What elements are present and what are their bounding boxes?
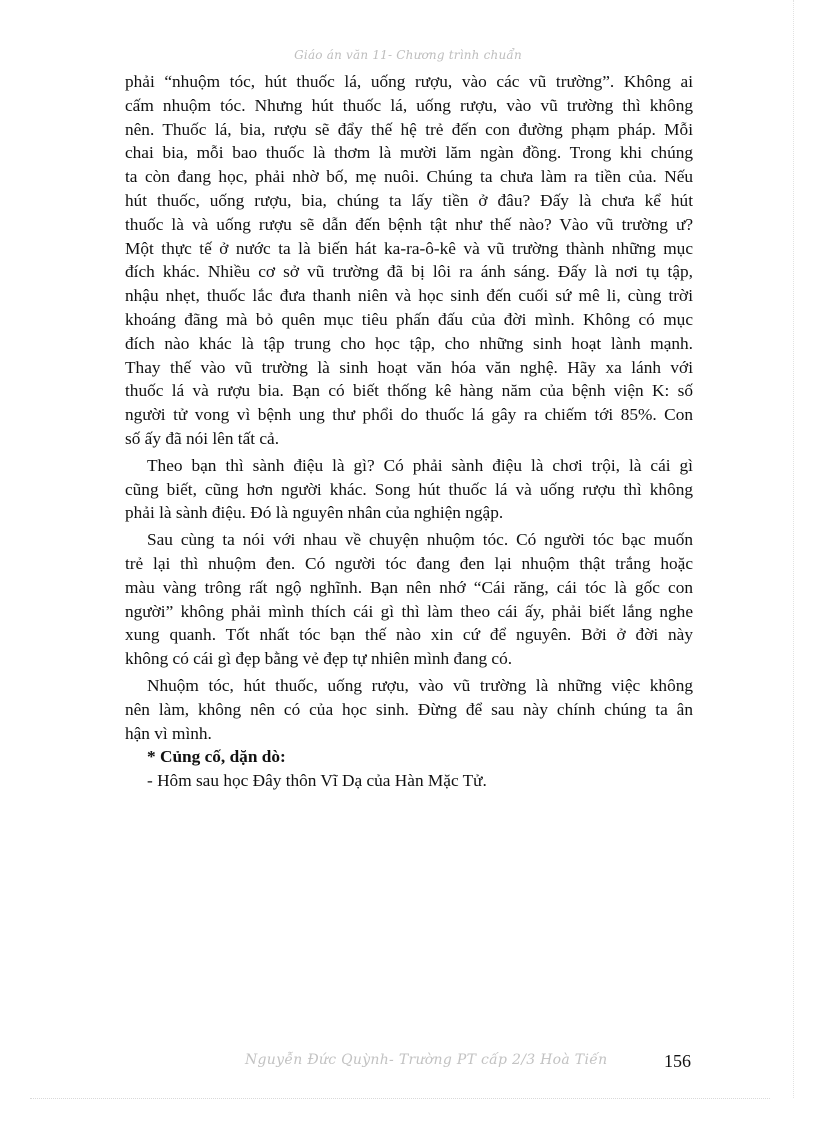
section-heading: * Củng cố, dặn dò: [147,747,286,767]
text-line: trẻ lại thì nhuộm đen. Có người tóc đang đen lại nhuộm thật trắng hoặc [125,553,693,573]
text-line: không có cái gì đẹp bằng vẻ đẹp tự nhiên mình đang có. [125,649,513,669]
text-line: ta còn đang học, phải nhờ bố, mẹ nuôi. Chúng ta chưa làm ra tiền của. Nếu [125,167,693,187]
text-line: Theo bạn thì sành điệu là gì? Có phải sành điệu là chơi trội, là cái gì [147,455,693,475]
text-line: nhậu nhẹt, thuốc lắc đưa thanh niên và học sinh đến cuối sứ mê li, cùng trời [125,286,693,306]
text-line: chai bia, mỗi bao thuốc là thơm là mười lăm ngàn đồng. Trong khi chúng [125,143,693,163]
text-line: Sau cùng ta nói với nhau về chuyện nhuộm tóc. Có người tóc bạc muốn [147,530,693,550]
text-line: cấm nhuộm tóc. Nhưng hút thuốc lá, uống rượu, vào vũ trường thì không [125,95,693,115]
text-line: Nhuộm tóc, hút thuốc, uống rượu, vào vũ trường là những việc không [147,675,693,695]
text-line: đích khác. Nhiều cơ sở vũ trường đã bị lôi ra ánh sáng. Đấy là nơi tụ tập, [125,262,693,282]
text-line: thuốc là và uống rượu sẽ dẫn đến bệnh tật như thế nào? Vào vũ trường ư? [125,214,693,234]
page-number: 156 [664,1051,691,1071]
text-line: cũng biết, cũng hơn người khác. Song hút thuốc lá và uống rượu thì không [125,479,693,499]
text-line: số ấy đã nói lên tất cả. [125,428,280,448]
text-line: Thay thế vào vũ trường là sinh hoạt văn hóa văn nghệ. Hãy xa lánh với [125,357,693,377]
text-line: thuốc lá và rượu bia. Bạn có biết thống kê hàng năm của bệnh viện K: số [125,381,693,401]
text-line: phải là sành điệu. Đó là nguyên nhân của nghiện ngập. [125,503,504,523]
footer-author: Nguyễn Đức Quỳnh- Trường PT cấp 2/3 Hoà Tiến [245,1052,608,1068]
text-line: đích nào khác là tập trung cho học tập, cho những sinh hoạt lành mạnh. [125,333,693,353]
paragraph-container [125,70,693,745]
paragraph [125,674,693,745]
text-line: khoáng đãng mà bỏ quên mục tiêu phấn đấu của đời mình. Không có mục [125,309,693,329]
text-line: người” không phải mình thích cái gì thì làm theo cái ấy, phải biết lắng nghe [125,601,693,621]
paragraph [125,454,693,525]
footer-rule [30,1098,770,1099]
text-line: người tử vong vì bệnh ung thư phổi do thuốc lá gây ra chiếm tới 85%. Con [125,405,693,425]
document-body [125,70,693,793]
section-note: - Hôm sau học Đây thôn Vĩ Dạ của Hàn Mặc Tử. [147,771,487,791]
paragraph [125,70,693,451]
text-line: hút thuốc, uống rượu, bia, chúng ta lấy tiền ở đâu? Đấy là chưa kể hút [125,190,693,210]
text-line: nên làm, không nên có của học sinh. Đừng để sau này chính chúng ta ân [125,699,693,719]
page-header: Giáo án văn 11- Chương trình chuẩn [294,48,522,62]
page-edge-rule [793,0,794,1098]
text-line: hận vì mình. [125,723,212,743]
text-line: nên. Thuốc lá, bia, rượu sẽ đẩy thế hệ trẻ đến con đường phạm pháp. Mỗi [125,119,693,139]
text-line: phải “nhuộm tóc, hút thuốc lá, uống rượu, vào các vũ trường”. Không ai [125,72,693,91]
paragraph [125,528,693,671]
text-line: màu vàng trông rất ngộ nghĩnh. Bạn nên nhớ “Cái răng, cái tóc là gốc con [125,577,693,597]
text-line: xung quanh. Tốt nhất tóc bạn thế nào xin cứ để nguyên. Bởi ở đời này [125,625,693,645]
text-line: Một thực tế ở nước ta là biến hát ka-ra-ô-kê và vũ trường thành những mục [125,238,693,258]
